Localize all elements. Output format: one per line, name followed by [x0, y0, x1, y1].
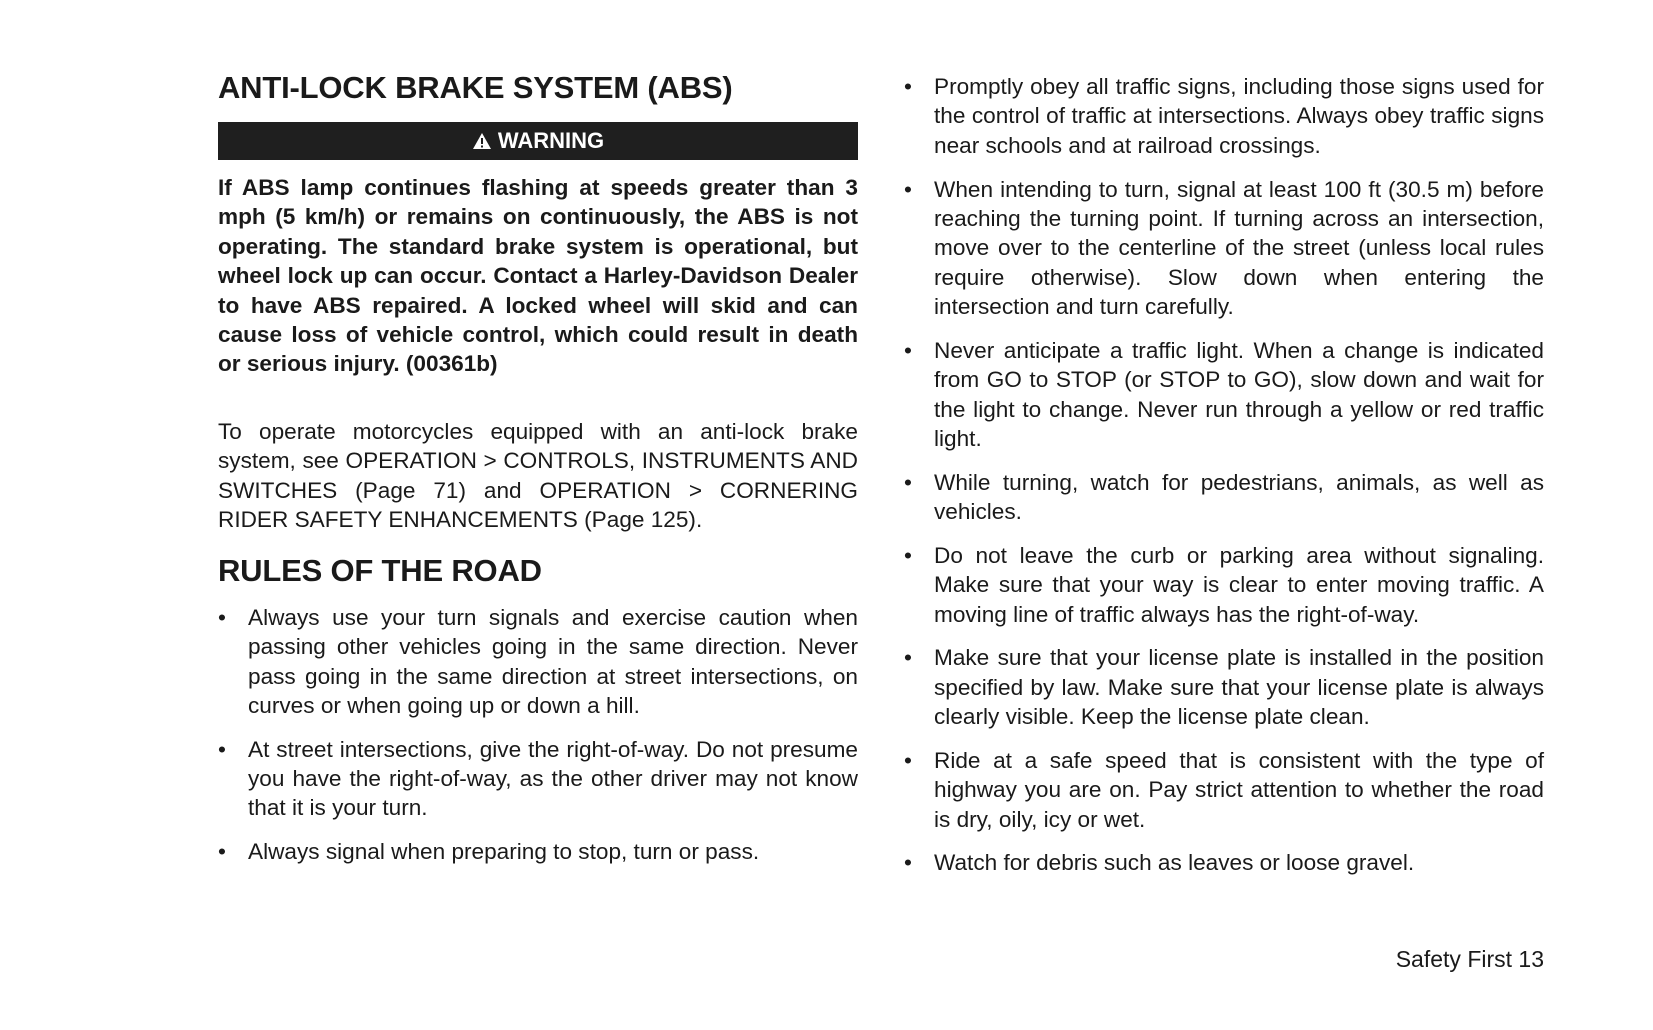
list-item	[904, 746, 1544, 834]
list-item	[904, 336, 1544, 454]
rules-list-right	[904, 72, 1544, 892]
bullet-icon: •	[904, 542, 912, 568]
list-item	[904, 541, 1544, 629]
list-item-text: At street intersections, give the right-of-way. Do not presume you have the right-of-way, as the other driver may not know that it is your turn.	[248, 736, 858, 821]
warning-banner	[218, 122, 858, 160]
list-item	[904, 848, 1544, 877]
list-item-text: When intending to turn, signal at least 100 ft (30.5 m) before reaching the turning point. If turning across an intersection, move over to the centerline of the street (unless local rules require otherwise). Slow down when entering the intersection and turn carefully.	[934, 176, 1544, 320]
bullet-icon: •	[904, 469, 912, 495]
list-item-text: Watch for debris such as leaves or loose gravel.	[934, 850, 1415, 876]
list-item-text: Do not leave the curb or parking area without signaling. Make sure that your way is clear to enter moving traffic. A moving line of traffic always has the right-of-way.	[934, 542, 1544, 627]
bullet-icon: •	[904, 176, 912, 202]
list-item-text: While turning, watch for pedestrians, animals, as well as vehicles.	[934, 469, 1544, 525]
rules-list-left	[218, 603, 858, 880]
list-item	[218, 735, 858, 823]
list-item	[904, 468, 1544, 527]
bullet-icon: •	[904, 850, 912, 876]
warning-message: If ABS lamp continues flashing at speeds greater than 3 mph (5 km/h) or remains on continuously, the ABS is not operating. The standard brake system is operational, but wheel lock up can occur. Contact a Harley-Davidson Dealer to have ABS repaired. A locked wheel will skid and can cause loss of vehicle control, which could result in death or serious injury. (00361b)	[218, 175, 858, 377]
list-item-text: Never anticipate a traffic light. When a change is indicated from GO to STOP (or STOP to GO), slow down and wait for the light to change. Never run through a yellow or red traffic light.	[934, 337, 1544, 452]
bullet-icon: •	[218, 605, 226, 630]
bullet-icon: •	[218, 736, 226, 762]
warning-label: WARNING	[497, 128, 605, 153]
list-item-text: Always signal when preparing to stop, turn or pass.	[248, 838, 760, 864]
bullet-icon: •	[904, 337, 912, 363]
abs-operation-paragraph: To operate motorcycles equipped with an anti-lock brake system, see OPERATION > CONTROLS, INSTRUMENTS AND SWITCHES (Page 71) and OPERATION > CORNERING RIDER SAFETY ENHANCEMENTS (Page 125).	[218, 419, 858, 533]
warning-triangle-icon	[472, 132, 492, 150]
bullet-icon: •	[218, 838, 226, 864]
page-footer: Safety First 13	[1395, 946, 1544, 972]
list-item	[904, 175, 1544, 322]
list-item-text: Always use your turn signals and exercise caution when passing other vehicles going in the same direction. Never pass going in the same direction at street intersections, on curves or when going up or down a hill.	[248, 605, 858, 719]
bullet-icon: •	[904, 74, 912, 99]
list-item	[218, 837, 858, 866]
list-item-text: Ride at a safe speed that is consistent with the type of highway you are on. Pay strict attention to whether the road is dry, oily, icy or wet.	[934, 747, 1544, 832]
list-item	[904, 643, 1544, 731]
list-item	[218, 603, 858, 721]
abs-section-title: ANTI-LOCK BRAKE SYSTEM (ABS)	[218, 70, 733, 105]
list-item-text: Make sure that your license plate is installed in the position specified by law. Make sure that your license plate is always clearly visible. Keep the license plate clean.	[934, 645, 1544, 730]
list-item	[904, 72, 1544, 160]
bullet-icon: •	[904, 747, 912, 773]
bullet-icon: •	[904, 645, 912, 671]
list-item-text: Promptly obey all traffic signs, including those signs used for the control of traffic at intersections. Always obey traffic signs near schools and at railroad crossings.	[934, 74, 1544, 158]
rules-section-title: RULES OF THE ROAD	[218, 553, 542, 588]
